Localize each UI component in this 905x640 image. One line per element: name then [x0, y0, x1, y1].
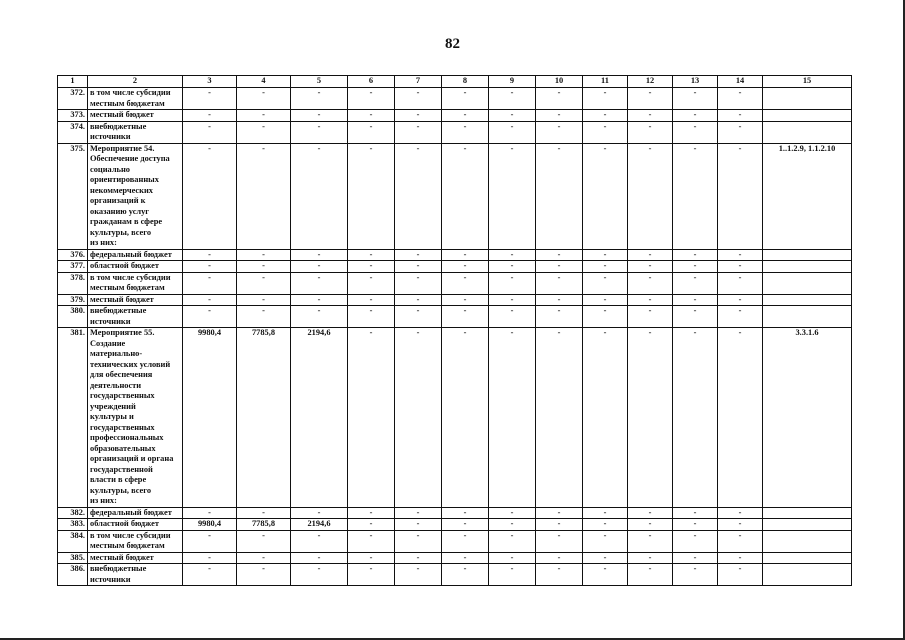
table-row: [58, 249, 852, 261]
row-name: в том числе субсидии местным бюджетам: [88, 272, 183, 294]
value-cell: -: [395, 272, 442, 294]
column-header: 3: [183, 76, 237, 88]
value-cell: -: [718, 249, 763, 261]
value-cell: -: [673, 110, 718, 122]
value-cell: -: [536, 519, 583, 531]
indicator-ref: [763, 121, 852, 143]
value-cell: -: [536, 110, 583, 122]
table-row: [58, 143, 852, 249]
indicator-ref: [763, 261, 852, 273]
table-row: [58, 519, 852, 531]
row-name: внебюджетные источники: [88, 121, 183, 143]
row-number: 386.: [58, 564, 88, 586]
value-cell: -: [718, 519, 763, 531]
value-cell: -: [348, 272, 395, 294]
column-header: 8: [442, 76, 489, 88]
row-number: 379.: [58, 294, 88, 306]
value-cell: -: [348, 519, 395, 531]
row-name: в том числе субсидии местным бюджетам: [88, 530, 183, 552]
value-cell: -: [183, 143, 237, 249]
column-header: 14: [718, 76, 763, 88]
table-row: [58, 88, 852, 110]
table-row: [58, 564, 852, 586]
indicator-ref: [763, 110, 852, 122]
value-cell: -: [442, 121, 489, 143]
value-cell: -: [237, 121, 291, 143]
table-row: [58, 328, 852, 508]
value-cell: -: [348, 88, 395, 110]
value-cell: -: [673, 530, 718, 552]
value-cell: -: [628, 88, 673, 110]
column-header: 5: [291, 76, 348, 88]
value-cell: -: [673, 294, 718, 306]
value-cell: -: [536, 530, 583, 552]
value-cell: -: [442, 552, 489, 564]
value-cell: -: [442, 519, 489, 531]
row-number: 375.: [58, 143, 88, 249]
value-cell: -: [395, 143, 442, 249]
value-cell: -: [237, 530, 291, 552]
value-cell: -: [237, 552, 291, 564]
value-cell: -: [348, 530, 395, 552]
value-cell: -: [489, 306, 536, 328]
value-cell: -: [348, 552, 395, 564]
value-cell: -: [718, 530, 763, 552]
value-cell: -: [673, 249, 718, 261]
table-row: [58, 552, 852, 564]
value-cell: -: [536, 507, 583, 519]
value-cell: -: [489, 530, 536, 552]
row-number: 376.: [58, 249, 88, 261]
value-cell: -: [489, 110, 536, 122]
value-cell: 9980,4: [183, 328, 237, 508]
value-cell: -: [442, 272, 489, 294]
value-cell: 2194,6: [291, 328, 348, 508]
value-cell: -: [718, 306, 763, 328]
value-cell: -: [395, 507, 442, 519]
indicator-ref: 1..1.2.9, 1.1.2.10: [763, 143, 852, 249]
value-cell: -: [183, 272, 237, 294]
value-cell: -: [237, 249, 291, 261]
table-row: [58, 306, 852, 328]
column-header: 9: [489, 76, 536, 88]
value-cell: -: [291, 121, 348, 143]
value-cell: -: [442, 261, 489, 273]
row-name: областной бюджет: [88, 261, 183, 273]
value-cell: -: [718, 88, 763, 110]
value-cell: -: [348, 507, 395, 519]
row-name: Мероприятие 54. Обеспечение доступа социально ориентированных некоммерческих организаций к оказанию услуг гражданам в сфере культуры, всего из них:: [88, 143, 183, 249]
value-cell: -: [442, 507, 489, 519]
row-name: внебюджетные источники: [88, 306, 183, 328]
row-name: местный бюджет: [88, 294, 183, 306]
value-cell: -: [395, 88, 442, 110]
value-cell: -: [536, 121, 583, 143]
value-cell: -: [291, 564, 348, 586]
value-cell: -: [536, 143, 583, 249]
value-cell: -: [442, 249, 489, 261]
value-cell: -: [348, 261, 395, 273]
value-cell: -: [348, 564, 395, 586]
value-cell: -: [237, 564, 291, 586]
value-cell: -: [673, 552, 718, 564]
row-name: областной бюджет: [88, 519, 183, 531]
value-cell: -: [183, 88, 237, 110]
indicator-ref: [763, 306, 852, 328]
value-cell: -: [395, 306, 442, 328]
value-cell: -: [583, 552, 628, 564]
value-cell: -: [237, 110, 291, 122]
value-cell: -: [628, 143, 673, 249]
row-number: 384.: [58, 530, 88, 552]
value-cell: -: [489, 328, 536, 508]
value-cell: -: [673, 143, 718, 249]
value-cell: -: [536, 564, 583, 586]
indicator-ref: [763, 249, 852, 261]
value-cell: -: [348, 294, 395, 306]
value-cell: -: [442, 530, 489, 552]
value-cell: -: [673, 88, 718, 110]
value-cell: -: [489, 294, 536, 306]
table-row: [58, 121, 852, 143]
value-cell: -: [291, 306, 348, 328]
row-name: местный бюджет: [88, 110, 183, 122]
row-number: 378.: [58, 272, 88, 294]
value-cell: -: [583, 110, 628, 122]
value-cell: -: [291, 143, 348, 249]
column-header: 12: [628, 76, 673, 88]
value-cell: -: [291, 249, 348, 261]
value-cell: -: [291, 88, 348, 110]
value-cell: -: [291, 294, 348, 306]
value-cell: -: [183, 306, 237, 328]
value-cell: -: [489, 261, 536, 273]
value-cell: -: [583, 261, 628, 273]
indicator-ref: 3.3.1.6: [763, 328, 852, 508]
value-cell: -: [291, 507, 348, 519]
column-header: 2: [88, 76, 183, 88]
value-cell: -: [628, 507, 673, 519]
value-cell: -: [183, 261, 237, 273]
table-row: [58, 294, 852, 306]
value-cell: -: [673, 272, 718, 294]
value-cell: -: [583, 272, 628, 294]
value-cell: -: [291, 552, 348, 564]
value-cell: -: [442, 328, 489, 508]
value-cell: -: [628, 294, 673, 306]
value-cell: -: [583, 530, 628, 552]
value-cell: -: [291, 272, 348, 294]
value-cell: -: [489, 249, 536, 261]
indicator-ref: [763, 294, 852, 306]
column-header: 13: [673, 76, 718, 88]
value-cell: -: [237, 261, 291, 273]
value-cell: -: [183, 294, 237, 306]
row-number: 382.: [58, 507, 88, 519]
value-cell: -: [183, 564, 237, 586]
row-name: местный бюджет: [88, 552, 183, 564]
indicator-ref: [763, 507, 852, 519]
value-cell: -: [183, 121, 237, 143]
row-name: федеральный бюджет: [88, 507, 183, 519]
value-cell: -: [348, 328, 395, 508]
value-cell: -: [628, 530, 673, 552]
value-cell: -: [395, 249, 442, 261]
value-cell: -: [183, 249, 237, 261]
value-cell: -: [718, 261, 763, 273]
value-cell: -: [536, 552, 583, 564]
table-row: [58, 261, 852, 273]
value-cell: -: [673, 519, 718, 531]
value-cell: -: [536, 272, 583, 294]
value-cell: -: [673, 306, 718, 328]
row-number: 377.: [58, 261, 88, 273]
value-cell: -: [489, 519, 536, 531]
value-cell: -: [718, 564, 763, 586]
value-cell: -: [583, 294, 628, 306]
row-number: 381.: [58, 328, 88, 508]
row-number: 374.: [58, 121, 88, 143]
value-cell: -: [291, 110, 348, 122]
value-cell: -: [718, 328, 763, 508]
value-cell: -: [536, 261, 583, 273]
value-cell: -: [183, 507, 237, 519]
value-cell: -: [489, 272, 536, 294]
value-cell: -: [237, 294, 291, 306]
value-cell: -: [583, 564, 628, 586]
column-header: 15: [763, 76, 852, 88]
value-cell: -: [583, 519, 628, 531]
value-cell: -: [489, 88, 536, 110]
value-cell: -: [628, 121, 673, 143]
value-cell: -: [583, 121, 628, 143]
value-cell: -: [583, 143, 628, 249]
value-cell: -: [395, 261, 442, 273]
value-cell: -: [583, 249, 628, 261]
value-cell: -: [536, 88, 583, 110]
row-number: 380.: [58, 306, 88, 328]
row-number: 373.: [58, 110, 88, 122]
indicator-ref: [763, 530, 852, 552]
value-cell: -: [628, 328, 673, 508]
value-cell: -: [348, 121, 395, 143]
value-cell: -: [489, 507, 536, 519]
column-header: 1: [58, 76, 88, 88]
page-number: 82: [445, 36, 460, 52]
value-cell: -: [628, 272, 673, 294]
value-cell: -: [628, 261, 673, 273]
value-cell: -: [628, 110, 673, 122]
value-cell: -: [673, 564, 718, 586]
value-cell: -: [583, 328, 628, 508]
table-row: [58, 530, 852, 552]
value-cell: -: [628, 552, 673, 564]
indicator-ref: [763, 519, 852, 531]
value-cell: 2194,6: [291, 519, 348, 531]
value-cell: -: [237, 143, 291, 249]
row-name: внебюджетные источники: [88, 564, 183, 586]
value-cell: -: [536, 306, 583, 328]
value-cell: -: [583, 507, 628, 519]
value-cell: -: [673, 121, 718, 143]
value-cell: -: [183, 110, 237, 122]
value-cell: -: [442, 143, 489, 249]
value-cell: -: [348, 306, 395, 328]
value-cell: -: [395, 294, 442, 306]
value-cell: -: [442, 88, 489, 110]
table-row: [58, 110, 852, 122]
value-cell: -: [718, 143, 763, 249]
value-cell: -: [442, 564, 489, 586]
table-body: [58, 76, 852, 586]
value-cell: -: [718, 121, 763, 143]
value-cell: -: [718, 110, 763, 122]
value-cell: -: [718, 272, 763, 294]
value-cell: -: [237, 507, 291, 519]
value-cell: -: [183, 552, 237, 564]
table-row: [58, 507, 852, 519]
column-header: 7: [395, 76, 442, 88]
value-cell: -: [673, 261, 718, 273]
value-cell: -: [489, 564, 536, 586]
column-header: 10: [536, 76, 583, 88]
value-cell: -: [718, 552, 763, 564]
value-cell: -: [489, 143, 536, 249]
value-cell: -: [395, 121, 442, 143]
value-cell: -: [442, 294, 489, 306]
value-cell: -: [583, 306, 628, 328]
table-row: [58, 272, 852, 294]
value-cell: -: [536, 328, 583, 508]
value-cell: -: [583, 88, 628, 110]
indicator-ref: [763, 564, 852, 586]
value-cell: -: [673, 328, 718, 508]
row-number: 383.: [58, 519, 88, 531]
value-cell: -: [395, 564, 442, 586]
value-cell: -: [628, 564, 673, 586]
value-cell: -: [395, 552, 442, 564]
value-cell: 9980,4: [183, 519, 237, 531]
table-header-row: [58, 76, 852, 88]
row-name: Мероприятие 55. Создание материально- технических условий для обеспечения деятельности государственных учреждений культуры и государственных профессиональных образовательных организаций и органа государственной власти в сфере культуры, всего из них:: [88, 328, 183, 508]
value-cell: -: [395, 530, 442, 552]
column-header: 4: [237, 76, 291, 88]
value-cell: -: [237, 88, 291, 110]
value-cell: -: [442, 110, 489, 122]
value-cell: -: [628, 249, 673, 261]
value-cell: -: [183, 530, 237, 552]
value-cell: -: [237, 272, 291, 294]
value-cell: 7785,8: [237, 519, 291, 531]
value-cell: -: [489, 552, 536, 564]
row-name: в том числе субсидии местным бюджетам: [88, 88, 183, 110]
value-cell: -: [628, 306, 673, 328]
value-cell: -: [489, 121, 536, 143]
value-cell: -: [348, 249, 395, 261]
value-cell: -: [673, 507, 718, 519]
row-number: 385.: [58, 552, 88, 564]
value-cell: -: [718, 294, 763, 306]
value-cell: -: [442, 306, 489, 328]
value-cell: -: [348, 143, 395, 249]
budget-table: [57, 75, 852, 586]
column-header: 11: [583, 76, 628, 88]
value-cell: -: [395, 328, 442, 508]
value-cell: -: [536, 249, 583, 261]
value-cell: -: [348, 110, 395, 122]
indicator-ref: [763, 88, 852, 110]
row-name: федеральный бюджет: [88, 249, 183, 261]
value-cell: -: [536, 294, 583, 306]
indicator-ref: [763, 552, 852, 564]
indicator-ref: [763, 272, 852, 294]
value-cell: -: [628, 519, 673, 531]
value-cell: -: [291, 530, 348, 552]
value-cell: -: [237, 306, 291, 328]
value-cell: 7785,8: [237, 328, 291, 508]
value-cell: -: [291, 261, 348, 273]
value-cell: -: [395, 110, 442, 122]
value-cell: -: [395, 519, 442, 531]
column-header: 6: [348, 76, 395, 88]
value-cell: -: [718, 507, 763, 519]
row-number: 372.: [58, 88, 88, 110]
